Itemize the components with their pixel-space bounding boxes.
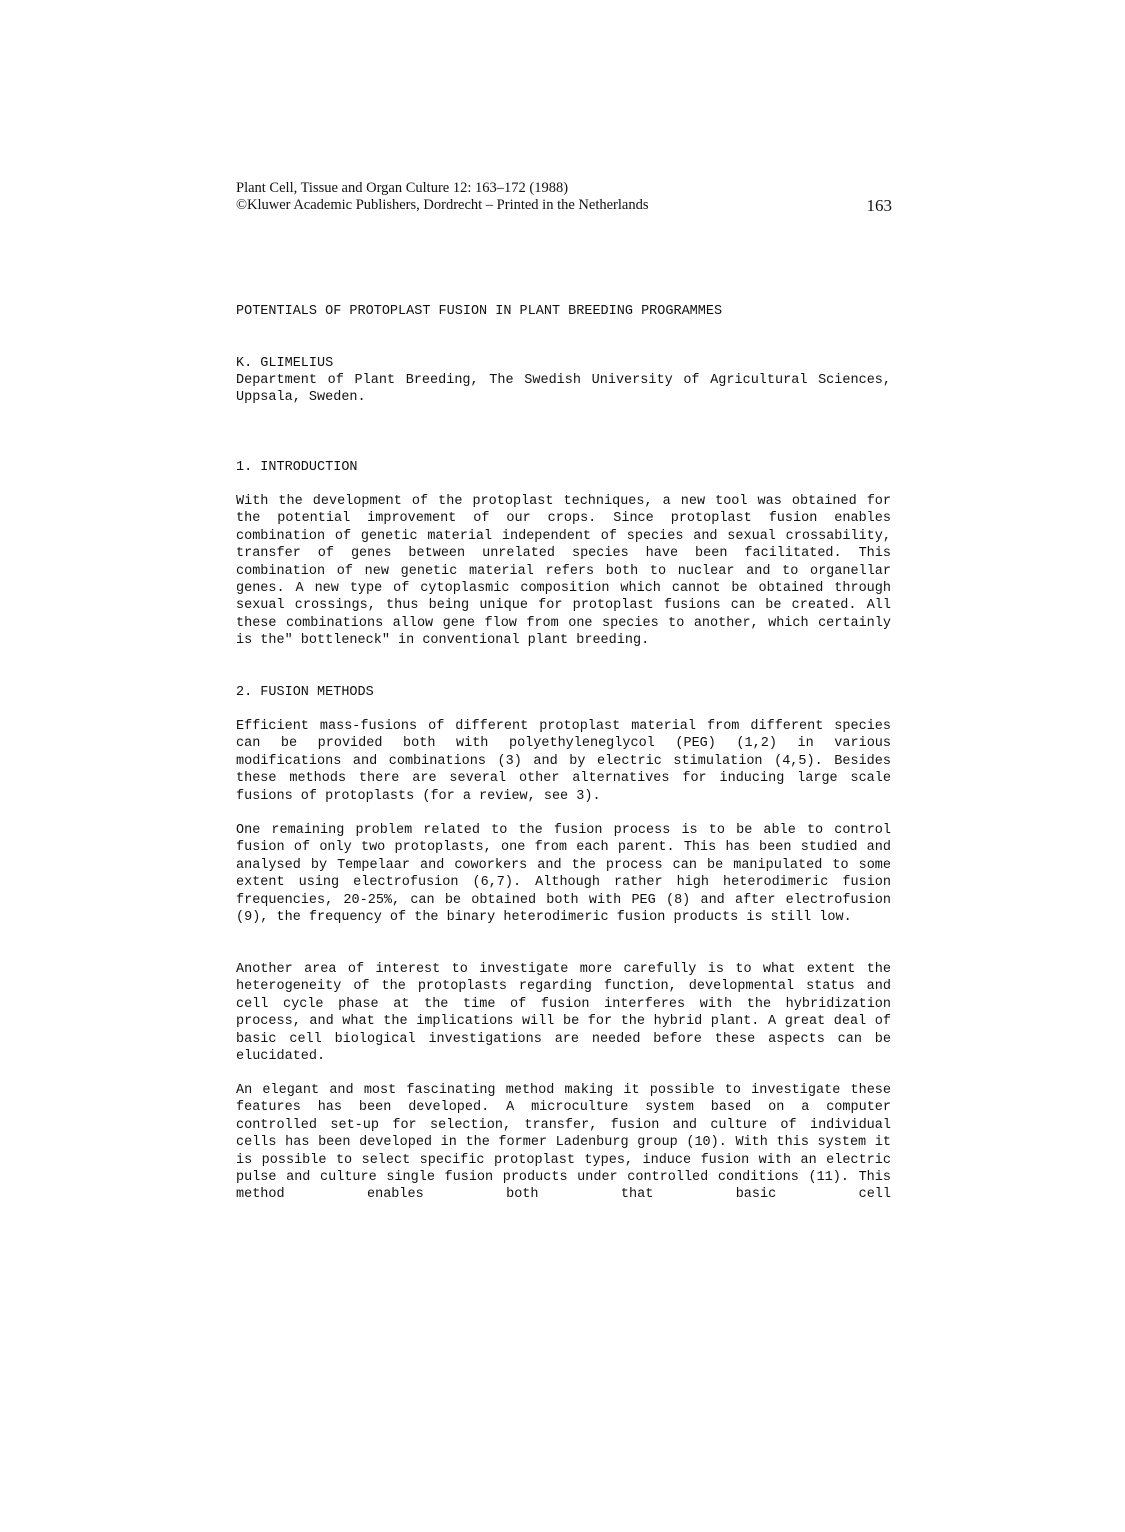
journal-header (236, 180, 892, 214)
page-number: 163 (866, 196, 892, 215)
section-heading-introduction: 1. INTRODUCTION (236, 460, 358, 475)
journal-citation: Plant Cell, Tissue and Organ Culture 12: 163–172 (1988) (236, 180, 569, 196)
author-affiliation: Department of Plant Breeding, The Swedish University of Agricultural Sciences, Uppsala, Sweden. (236, 373, 891, 406)
introduction-paragraph: With the development of the protoplast techniques, a new tool was obtained for the potential improvement of our crops. Since protoplast fusion enables combination of genetic material independent of species and sexual crossability, transfer of genes between unrelated species have been facilitated. This combination of new genetic material refers both to nuclear and to organellar genes. A new type of cytoplasmic composition which cannot be obtained through sexual crossings, thus being unique for protoplast fusions can be created. All these combinations allow gene flow from one species to another, which certainly is the" bottleneck" in conventional plant breeding. (236, 494, 891, 649)
article-title: POTENTIALS OF PROTOPLAST FUSION IN PLANT BREEDING PROGRAMMES (236, 304, 723, 319)
fusion-methods-paragraph-1: Efficient mass-fusions of different protoplast material from different species can be provided both with polyethyleneglycol (PEG) (1,2) in various modifications and combinations (3) and by electric stimulation (4,5). Besides these methods there are several other alternatives for inducing large scale fusions of protoplasts (for a review, see 3). (236, 719, 891, 804)
fusion-methods-paragraph-2: One remaining problem related to the fusion process is to be able to control fusion of only two protoplasts, one from each parent. This has been studied and analysed by Tempelaar and coworkers and the process can be manipulated to some extent using electrofusion (6,7). Although rather high heterodimeric fusion frequencies, 20-25%, can be obtained both with PEG (8) and after electrofusion (9), the frequency of the binary heterodimeric fusion products is still low. (236, 823, 891, 926)
publisher-line: ©Kluwer Academic Publishers, Dordrecht – Printed in the Netherlands (236, 197, 649, 213)
author-name: K. GLIMELIUS (236, 356, 334, 371)
fusion-methods-paragraph-3: Another area of interest to investigate more carefully is to what extent the heterogeneity of the protoplasts regarding function, developmental status and cell cycle phase at the time of fusion interferes with the hybridization process, and what the implications will be for the hybrid plant. A great deal of basic cell biological investigations are needed before these aspects can be elucidated. (236, 962, 891, 1065)
fusion-methods-paragraph-4: An elegant and most fascinating method making it possible to investigate these features has been developed. A microculture system based on a computer controlled set-up for selection, transfer, fusion and culture of individual cells has been developed in the former Ladenburg group (10). With this system it is possible to select specific protoplast types, induce fusion with an electric pulse and culture single fusion products under controlled conditions (11). This method enables both that basic cell (236, 1083, 891, 1203)
section-heading-fusion-methods: 2. FUSION METHODS (236, 685, 374, 700)
